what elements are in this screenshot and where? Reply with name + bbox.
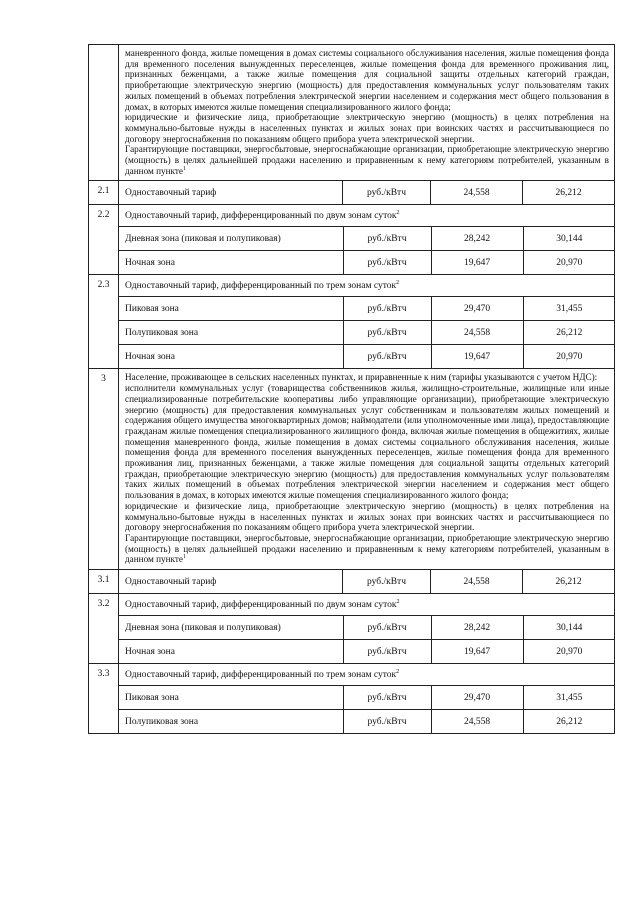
row-3-1 (89, 570, 615, 594)
value-second-half: 20,970 (523, 345, 615, 369)
row-2-3-content (119, 275, 615, 369)
unit-cell: руб./кВтч (343, 640, 431, 664)
value-first-half: 19,647 (431, 251, 523, 275)
tariff-group-title: Одноставочный тариф, дифференцированный по двум зонам суток$^2$ (125, 598, 400, 611)
intro-row (89, 45, 615, 181)
value-second-half: 30,144 (523, 227, 615, 251)
zone-name: Дневная зона (пиковая и полупиковая) (119, 616, 343, 640)
zone-name: Пиковая зона (119, 297, 343, 321)
zone-row (119, 686, 615, 710)
zone-name: Пиковая зона (119, 686, 343, 710)
zone-name: Ночная зона (119, 251, 343, 275)
zone-row (119, 227, 615, 251)
unit-cell: руб./кВтч (343, 321, 431, 345)
tariff-table (88, 44, 615, 734)
tariff-name: Одноставочный тариф (119, 181, 343, 205)
zone-table (119, 685, 615, 733)
row-number: 3.3 (89, 664, 119, 734)
row-3 (89, 369, 615, 570)
row-number: 3 (89, 369, 119, 570)
row-3-3-content (119, 664, 615, 734)
value-first-half: 29,470 (431, 686, 523, 710)
row-number: 2.3 (89, 275, 119, 369)
value-second-half: 26,212 (523, 710, 615, 734)
unit-cell: руб./кВтч (343, 686, 431, 710)
unit-cell: руб./кВтч (343, 227, 431, 251)
zone-row (119, 616, 615, 640)
value-second-half: 31,455 (523, 297, 615, 321)
row-2-2-content (119, 205, 615, 275)
intro-paragraph-3: Гарантирующие поставщики, энергосбытовые, энергоснабжающие организации, приобретающие электрическую энергию (мощность) в целях дальнейшей продажи населению и приравненным к нему категориям потребителей, указанным в данном пункте$^1$ (125, 144, 610, 176)
value-first-half: 28,242 (431, 616, 523, 640)
row-2-1 (89, 181, 615, 205)
zone-name: Ночная зона (119, 640, 343, 664)
section-3-lead: Население, проживающее в сельских населенных пунктах, и приравненные к ним (тарифы указываются с учетом НДС): (125, 372, 598, 383)
tariff-group-title: Одноставочный тариф, дифференцированный по трем зонам суток$^2$ (125, 668, 400, 681)
zone-table (119, 296, 615, 368)
zone-name: Полупиковая зона (119, 710, 343, 734)
section-3-paragraph-2: юридические и физические лица, приобретающие электрическую энергию (мощность) в целях потребления на коммунально-бытовые нужды в населенных пунктах и жилых зонах при воинских частях и рассчитывающиеся по договору энергоснабжения по показаниям общего прибора учета электрической энергии. (125, 500, 610, 533)
tariff-group-title: Одноставочный тариф, дифференцированный по трем зонам суток$^2$ (125, 280, 400, 292)
intro-num-cell (89, 45, 119, 181)
value-first-half: 28,242 (431, 227, 523, 251)
row-2-3 (89, 275, 615, 369)
row-3-3 (89, 664, 615, 734)
unit-cell: руб./кВтч (343, 570, 431, 594)
row-2-2 (89, 205, 615, 275)
tariff-name: Одноставочный тариф (119, 570, 343, 594)
intro-paragraph-2: юридические и физические лица, приобретающие электрическую энергию (мощность) в целях потребления на коммунально-бытовые нужды в населенных пунктах и жилых зонах при воинских частях и рассчитывающиеся по договору энергоснабжения по показаниям общего прибора учета электрической энергии. (125, 112, 610, 144)
value-first-half: 24,558 (431, 181, 523, 205)
value-first-half: 24,558 (431, 321, 523, 345)
unit-cell: руб./кВтч (343, 297, 431, 321)
section-3-paragraph-3: Гарантирующие поставщики, энергосбытовые, энергоснабжающие организации, приобретающие электрическую энергию (мощность) в целях дальнейшей продажи населению и приравненным к нему категориям потребителей, указанным в данном пункте$^1$ (125, 532, 610, 565)
unit-cell: руб./кВтч (343, 710, 431, 734)
value-first-half: 24,558 (431, 710, 523, 734)
value-first-half: 19,647 (431, 345, 523, 369)
value-second-half: 20,970 (523, 251, 615, 275)
intro-text (119, 45, 615, 181)
zone-name: Дневная зона (пиковая и полупиковая) (119, 227, 343, 251)
unit-cell: руб./кВтч (343, 251, 431, 275)
value-second-half: 26,212 (523, 570, 615, 594)
zone-row (119, 251, 615, 275)
row-number: 3.2 (89, 594, 119, 664)
unit-cell: руб./кВтч (343, 181, 431, 205)
row-number: 2.2 (89, 205, 119, 275)
value-first-half: 19,647 (431, 640, 523, 664)
zone-row (119, 345, 615, 369)
value-second-half: 31,455 (523, 686, 615, 710)
value-second-half: 26,212 (523, 321, 615, 345)
zone-name: Ночная зона (119, 345, 343, 369)
value-second-half: 26,212 (523, 181, 615, 205)
zone-row (119, 710, 615, 734)
row-number: 3.1 (89, 570, 119, 594)
value-first-half: 24,558 (431, 570, 523, 594)
row-number: 2.1 (89, 181, 119, 205)
zone-row (119, 321, 615, 345)
intro-paragraph-1: маневренного фонда, жилые помещения в домах системы социального обслуживания населения, жилые помещения фонда для временного поселения вынужденных переселенцев, жилые помещения фонда для временного проживания лиц, признанных беженцами, а также жилые помещения для социальной защиты отдельных категорий граждан, приобретающие электрическую энергию (мощность) для предоставления коммунальных услуг пользователям таких жилых помещений в объемах потребления электрической энергии населением и содержания мест общего пользования в домах, в которых имеются жилые помещения специализированного жилого фонда; (125, 48, 610, 112)
section-3-text (119, 369, 615, 570)
zone-table (119, 615, 615, 663)
value-first-half: 29,470 (431, 297, 523, 321)
zone-row (119, 640, 615, 664)
row-3-2-content (119, 594, 615, 664)
row-3-2 (89, 594, 615, 664)
value-second-half: 30,144 (523, 616, 615, 640)
value-second-half: 20,970 (523, 640, 615, 664)
zone-row (119, 297, 615, 321)
zone-table (119, 226, 615, 274)
section-3-paragraph-1: исполнители коммунальных услуг (товарищества собственников жилья, жилищно-строительные, жилищные или иные специализированные потребительские кооперативы либо управляющие организации), приобретающие электрическую энергию (мощность) для предоставления коммунальных услуг собственникам и пользователям жилых помещений и содержания общего имущества многоквартирных домов; наймодатели (или уполномоченные ими лица), предоставляющие гражданам жилые помещения специализированного жилищного фонда, включая жилые помещения в общежитиях, жилые помещения маневренного фонда, жилые помещения в домах системы социального обслуживания населения, жилые помещения фонда для временного поселения вынужденных переселенцев, жилые помещения фонда для временного проживания лиц, признанных беженцами, а также жилые помещения для социальной защиты отдельных категорий граждан, приобретающие электрическую энергию (мощность) для предоставления коммунальных услуг пользователям таких жилых помещений в объемах потребления электрической энергии населением и содержания мест общего пользования в домах, в которых имеются жилые помещения специализированного жилого фонда; (125, 383, 610, 501)
unit-cell: руб./кВтч (343, 616, 431, 640)
tariff-group-title: Одноставочный тариф, дифференцированный по двум зонам суток$^2$ (125, 210, 400, 222)
zone-name: Полупиковая зона (119, 321, 343, 345)
unit-cell: руб./кВтч (343, 345, 431, 369)
